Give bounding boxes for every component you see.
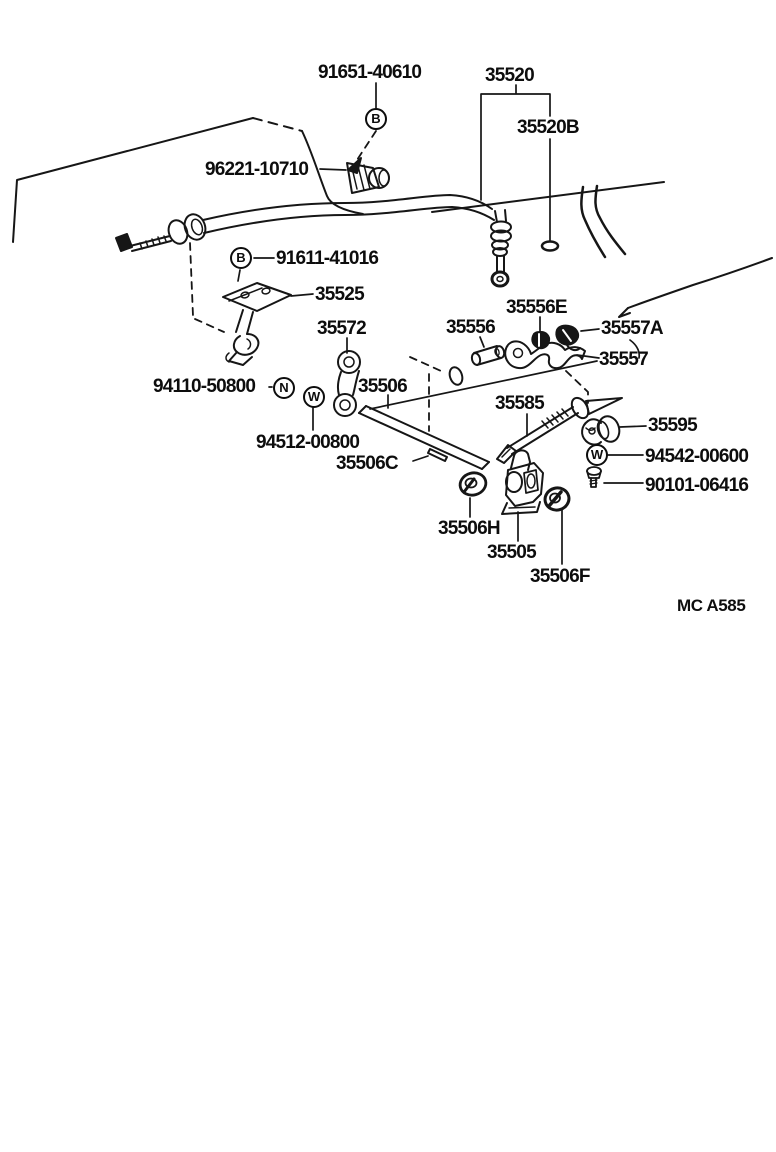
washer-marker-icon: W — [586, 444, 608, 466]
part-label-35520: 35520 — [485, 65, 534, 86]
bracket-35525-drawing — [223, 283, 291, 365]
part-label-35557a: 35557A — [601, 318, 663, 339]
washer-marker-icon: W — [303, 386, 325, 408]
part-label-94512-00800: 94512-00800 — [256, 432, 360, 453]
collar-35506f-drawing — [543, 485, 572, 512]
part-label-91651-40610: 91651-40610 — [318, 62, 422, 83]
bolt-90101-drawing — [587, 467, 601, 487]
part-label-35520b: 35520B — [517, 117, 579, 138]
part-label-35506: 35506 — [358, 376, 407, 397]
body-outline-drawing — [13, 118, 772, 317]
bolt-marker-icon: B — [230, 247, 252, 269]
nut-marker-icon: N — [273, 377, 295, 399]
part-label-35572: 35572 — [317, 318, 366, 339]
part-label-35506c: 35506C — [336, 453, 398, 474]
part-label-35506h: 35506H — [438, 518, 500, 539]
part-label-35525: 35525 — [315, 284, 364, 305]
cable-cap-35520b-drawing — [542, 242, 558, 251]
grommet-ring-drawing — [448, 366, 465, 387]
part-label-94110-50800: 94110-50800 — [153, 376, 256, 397]
bolt-marker-icon: B — [365, 108, 387, 130]
clamp-96221-drawing — [347, 158, 389, 193]
link-35572-drawing — [334, 351, 360, 416]
throttle-cable-drawing — [116, 195, 558, 286]
part-label-35505: 35505 — [487, 542, 536, 563]
part-label-35557: 35557 — [599, 349, 648, 370]
clip-35556e-drawing — [532, 332, 549, 348]
part-label-35506f: 35506F — [530, 566, 590, 587]
part-label-90101-06416: 90101-06416 — [645, 475, 749, 496]
collar-35506h-drawing — [458, 470, 489, 498]
part-label-91611-41016: 91611-41016 — [276, 248, 379, 269]
part-label-94542-00600: 94542-00600 — [645, 446, 749, 467]
part-label-35556e: 35556E — [506, 297, 567, 318]
leader-lines — [238, 83, 646, 564]
part-label-35556: 35556 — [446, 317, 495, 338]
diagram-code: MC A585 — [677, 596, 746, 615]
part-label-35595: 35595 — [648, 415, 697, 436]
plug-35595-drawing — [582, 414, 622, 445]
part-label-96221-10710: 96221-10710 — [205, 159, 309, 180]
part-label-35585: 35585 — [495, 393, 544, 414]
